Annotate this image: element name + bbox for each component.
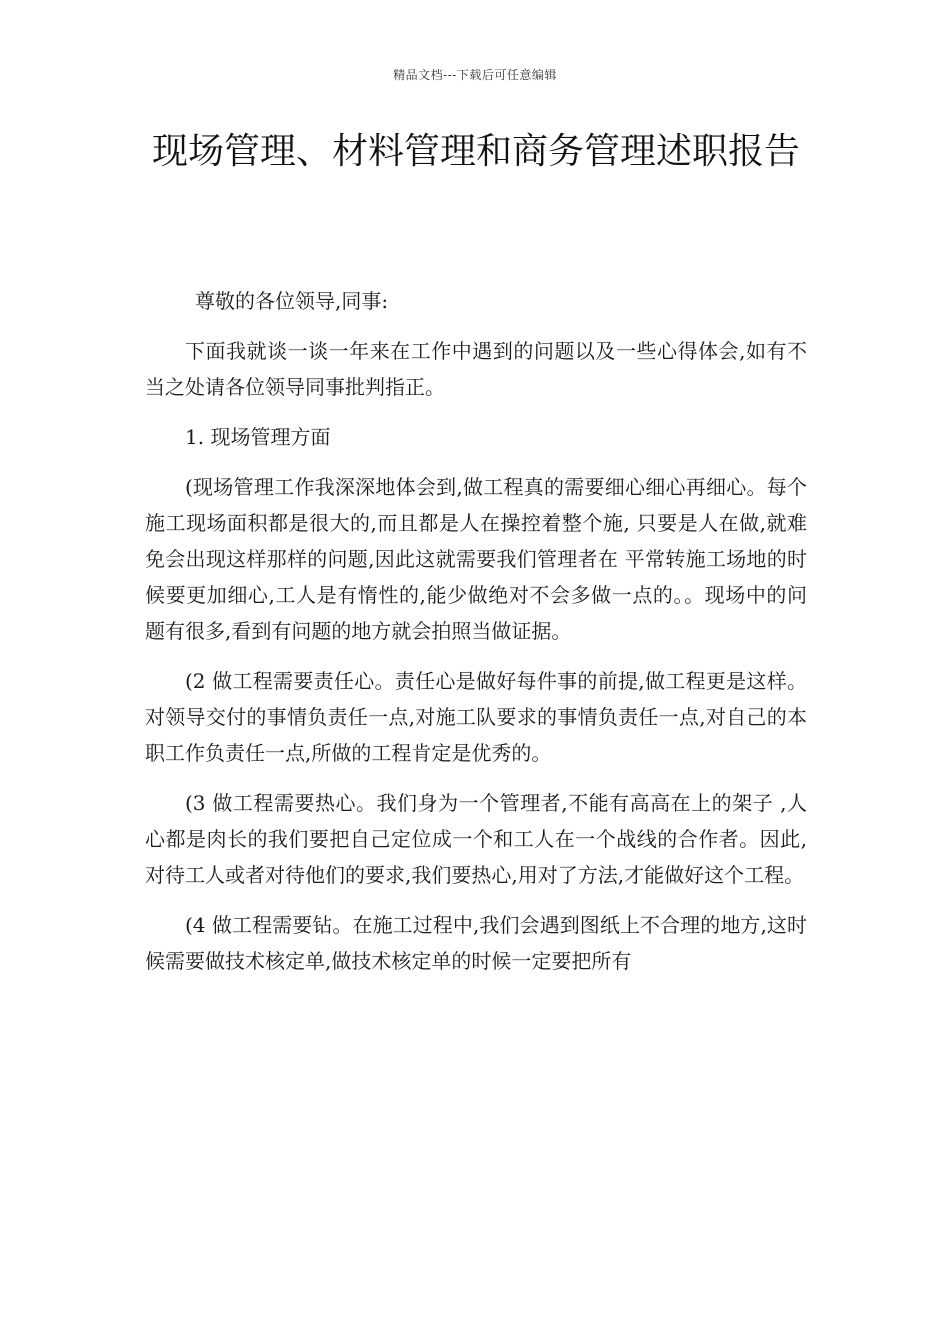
- paragraph-item-3: (3 做工程需要热心。我们身为一个管理者,不能有高高在上的架子 ,人心都是肉长的我们要把自己定位成一个和工人在一个战线的合作者。因此,对待工人或者对待他们的要求,我们要热心,用对了方法,才能做好这个工程。: [145, 791, 807, 887]
- document-title: 现场管理、材料管理和商务管理述职报告: [151, 131, 800, 172]
- paragraph-item-2: (2 做工程需要责任心。责任心是做好每件事的前提,做工程更是这样。对领导交付的事情负责任一点,对施工队要求的事情负责任一点,对自己的本职工作负责任一点,所做的工程肯定是优秀的。: [145, 669, 807, 765]
- paragraph-item-1: (现场管理工作我深深地体会到,做工程真的需要细心细心再细心。每个施工现场面积都是很大的,而且都是人在操控着整个施, 只要是人在做,就难免会出现这样那样的问题,因此这就需要我们管理者在 平常转施工场地的时候要更加细心,工人是有惰性的,能少做绝对不会多做一点的。。现场中的问题有很多,看到有问题的地方就会拍照当做证据。: [145, 475, 807, 643]
- header-note: 精品文档---下载后可任意编辑: [393, 68, 557, 82]
- document-body: [145, 283, 807, 993]
- paragraph-item-4: (4 做工程需要钻。在施工过程中,我们会遇到图纸上不合理的地方,这时候需要做技术核定单,做技术核定单的时候一定要把所有: [145, 913, 807, 973]
- paragraph-intro: 下面我就谈一谈一年来在工作中遇到的问题以及一些心得体会,如有不当之处请各位领导同事批判指正。: [145, 339, 807, 399]
- greeting: 尊敬的各位领导,同事:: [195, 289, 389, 313]
- section-heading: 1. 现场管理方面: [185, 425, 331, 449]
